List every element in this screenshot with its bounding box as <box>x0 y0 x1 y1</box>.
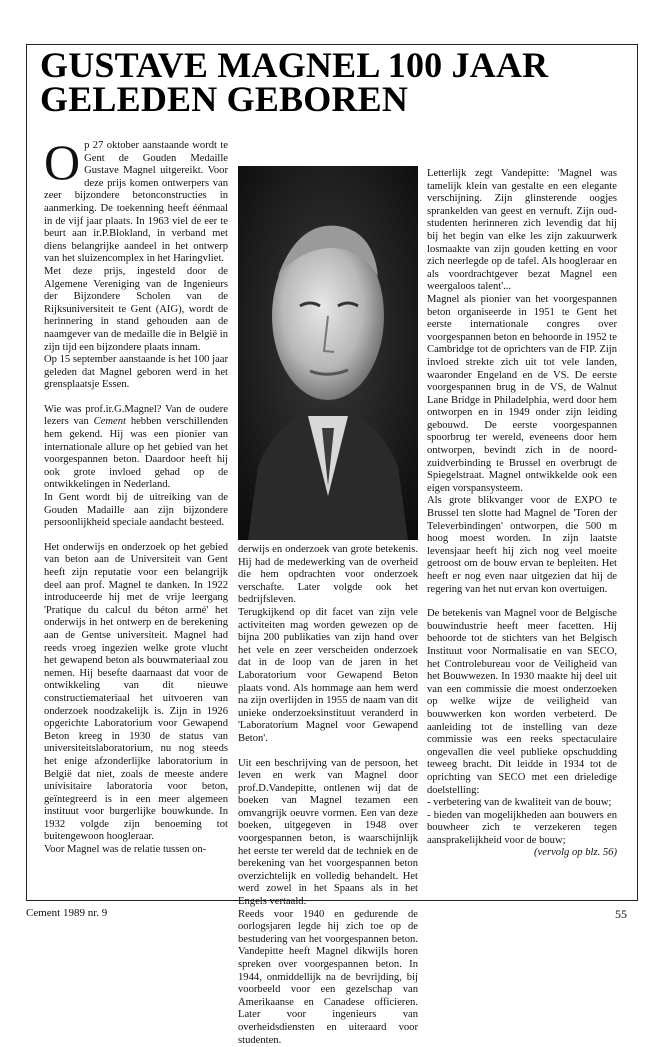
footer-publication: Cement 1989 nr. 9 <box>26 907 108 919</box>
list-item: - bieden van mogelijkheden aan bouwers en bouwheer zich te verzekeren tegen aansprakelijkheid voor de bouw; <box>427 809 617 846</box>
drop-cap: O <box>44 134 81 190</box>
portrait-photo <box>238 166 418 540</box>
paragraph: Uit een beschrijving van de persoon, het leven en werk van Magnel door prof.D.Vandepitte, ontlenen wij dat de boeken van Magnel tezamen een omvangrijk oeuvre vormen. Een van deze boeken, uitgegeven in 1948 over voorgespannen beton, is waarschijnlijk het eerste ter wereld dat de techniek en de berekening van het voorgespannen beton overzichtelijk en volledig behandelt. Het werd zowel in het Spaans als in het Engels vertaald. <box>238 757 418 908</box>
paragraph: Het onderwijs en onderzoek op het gebied van beton aan de Universiteit van Gent heeft zijn reputatie voor een belangrijk deel aan prof. Magnel te danken. In 1922 introduceerde hij met de vrije leergang 'Pratique du calcul du béton armé' het onderwijs in het ontwerp en de berekening aan de Gentse universiteit. Magnel had reeds vroeg ingezien welke grote vlucht het gewapend beton als bouwmateriaal zou nemen. Hij besefte daarnaast dat voor de ontwikkeling van dit nieuwe constructiemateriaal het uitvoeren van onderzoek noodzakelijk is. Zijn in 1926 opgerichte Laboratorium voor Gewapend Beton kreeg in 1930 de status van universiteitslaboratorium, nu nog steeds het enige afzonderlijke laboratorium in België dat niet, zoals de meeste andere unívisitaire laboratoria voor beton, geïntegreerd is in een meer algemeen instituut voor burgerlijke bouwkunde. In 1932 volgde zijn benoeming tot buitengewoon hoogleraar. <box>44 541 228 843</box>
paragraph: Letterlijk zegt Vandepitte: 'Magnel was tamelijk klein van gestalte en een elegante verschijning. Zijn glinsterende oogjes sprankelden van geest en vernuft. Zijn oud-studenten herinneren zich levendig dat hij bij het begin van elke les zijn zakuurwerk losmaakte van zijn gouden ketting en voor zich neerlegde op de tafel. Als hoogleraar en als voordrachtgever bezat Magnel een weergaloos talent'... <box>427 168 617 293</box>
title-line-2: GELEDEN GEBOREN <box>40 79 409 119</box>
paragraph: Voor Magnel was de relatie tussen on- <box>44 844 207 856</box>
article-title <box>40 45 600 119</box>
paragraph: Wie was prof.ir.G.Magnel? Van de oudere lezers van Cement hebben verschillenden hem gekend. Hij was een pionier van internationale allure op het gebied van het voorgespannen beton. Daardoor heeft hij ook grote invloed gehad op de ontwikkelingen in Nederland. <box>44 403 228 491</box>
portrait-illustration <box>238 166 418 540</box>
paragraph: Terugkijkend op dit facet van zijn vele activiteiten mag worden gewezen op de bijna 200 publikaties van zijn hand over het vele en zeer verscheiden onderzoek dat in de loop van de jaren in het Laboratorium voor Gewapend Beton plaats vond. Als hommage aan hem werd na zijn overlijden in 1955 de naam van dit unieke onderzoeksinstituut veranderd in 'Laboratorium Magnel voor Gewapend Beton'. <box>238 606 418 744</box>
paragraph: Op 15 september aanstaande is het 100 jaar geleden dat Magnel geboren werd in het grensplaatsje Essen. <box>44 354 228 391</box>
list-item: - verbetering van de kwaliteit van de bouw; <box>427 797 612 809</box>
paragraph: De betekenis van Magnel voor de Belgische bouwindustrie heeft meer facetten. Hij behoorde tot de stichters van het Belgisch Instituut voor Normalisatie en van SECO, het Controlebureau voor de Veiligheid van het Bouwwezen. In 1930 maakte hij deel uit van een commissie die moest onderzoeken op welke wijze de veiligheid van bouwwerken kon worden verbeterd. De aanleiding tot de instelling van deze commissie was een reeks spectaculaire ongevallen die veel publieke opschudding teweeg bracht. Dit leidde in 1934 tot de oprichting van SECO met een drieledige doelstelling: <box>427 608 617 796</box>
paragraph: Op 27 oktober aanstaande wordt te Gent de Gouden Medaille Gustave Magnel uitgereikt. Voor deze prijs komen ontwerpers van zeer bijzondere betonconstructies in aanmerking. De toekenning heeft éénmaal in de vijf jaar plaats. In 1963 viel de eer te beurt aan ir.P.Blokland, in verband met diens belangrijke aandeel in het ontwerp van het sluizencomplex in het Haringvliet. <box>44 134 228 265</box>
paragraph: derwijs en onderzoek van grote betekenis. Hij had de medewerking van de overheid die hem opdrachten voor onderzoek verschafte. Later volgde ook het bedrijfsleven. <box>238 544 418 606</box>
continued-note: (vervolg op blz. 56) <box>534 847 617 859</box>
title-line-1: GUSTAVE MAGNEL 100 JAAR <box>40 45 549 85</box>
paragraph: Als grote blikvanger voor de EXPO te Brussel ten slotte had Magnel de 'Toren der Televerbindingen' ontworpen, die 500 m hoog moest worden. In zijn laatste levensjaar heeft hij zich nog veel moeite getroost om de bouw ervan te bepleiten. Het heeft er nog even naar uitgezien dat hij de regering van het nut ervan kon overtuigen. <box>427 495 617 595</box>
page-number: 55 <box>615 907 627 921</box>
column-1 <box>44 134 228 857</box>
paragraph: Met deze prijs, ingesteld door de Algemene Vereniging van de Ingenieurs der Bijzondere Scholen van de Rijksuniversiteit te Gent (AIG), wordt de herinnering in stand gehouden aan de naamgever van de medaille die in België in zijn tijd een bijzondere plaats innam. <box>44 265 228 353</box>
column-3 <box>427 168 617 860</box>
paragraph: In Gent wordt bij de uitreiking van de Gouden Madaille aan zijn bijzondere persoonlijkheid speciale aandacht besteed. <box>44 492 228 529</box>
paragraph: Reeds voor 1940 en gedurende de oorlogsjaren legde hij zich toe op de bestudering van het voorgespannen beton. Vandepitte heeft Magnel dikwijls horen spreken over voorgespannen beton. In 1944, onmiddellijk na de bevrijding, bij voorbeeld voor een gezelschap van Amerikaanse en Canadese officieren. Later voor ingenieurs van overheidsdiensten en uiteraard voor studenten. <box>238 908 418 1046</box>
column-2 <box>238 544 418 1047</box>
paragraph: Magnel als pionier van het voorgespannen beton organiseerde in 1951 te Gent het eerste internationale congres over voorgespannen beton en behoorde in 1952 te Cambridge tot de oprichters van de FIP. Zijn invloed strekte zich uit tot vele landen, waaronder Engeland en de VS. De eerste voorgespannen brug in de VS, de Walnut Lane Bridge in Philadelphia, werd door hem ontworpen en in 1949 onder zijn leiding gebouwd. De eerste voorgespannen spoorbrug ter wereld, eveneens door hem ontworpen, bevindt zich in de noord-zuidverbinding te Brussel en overbrugt de Spiegelstraat. Magnel ontwikkelde ook een eigen vorspansysteem. <box>427 293 617 494</box>
